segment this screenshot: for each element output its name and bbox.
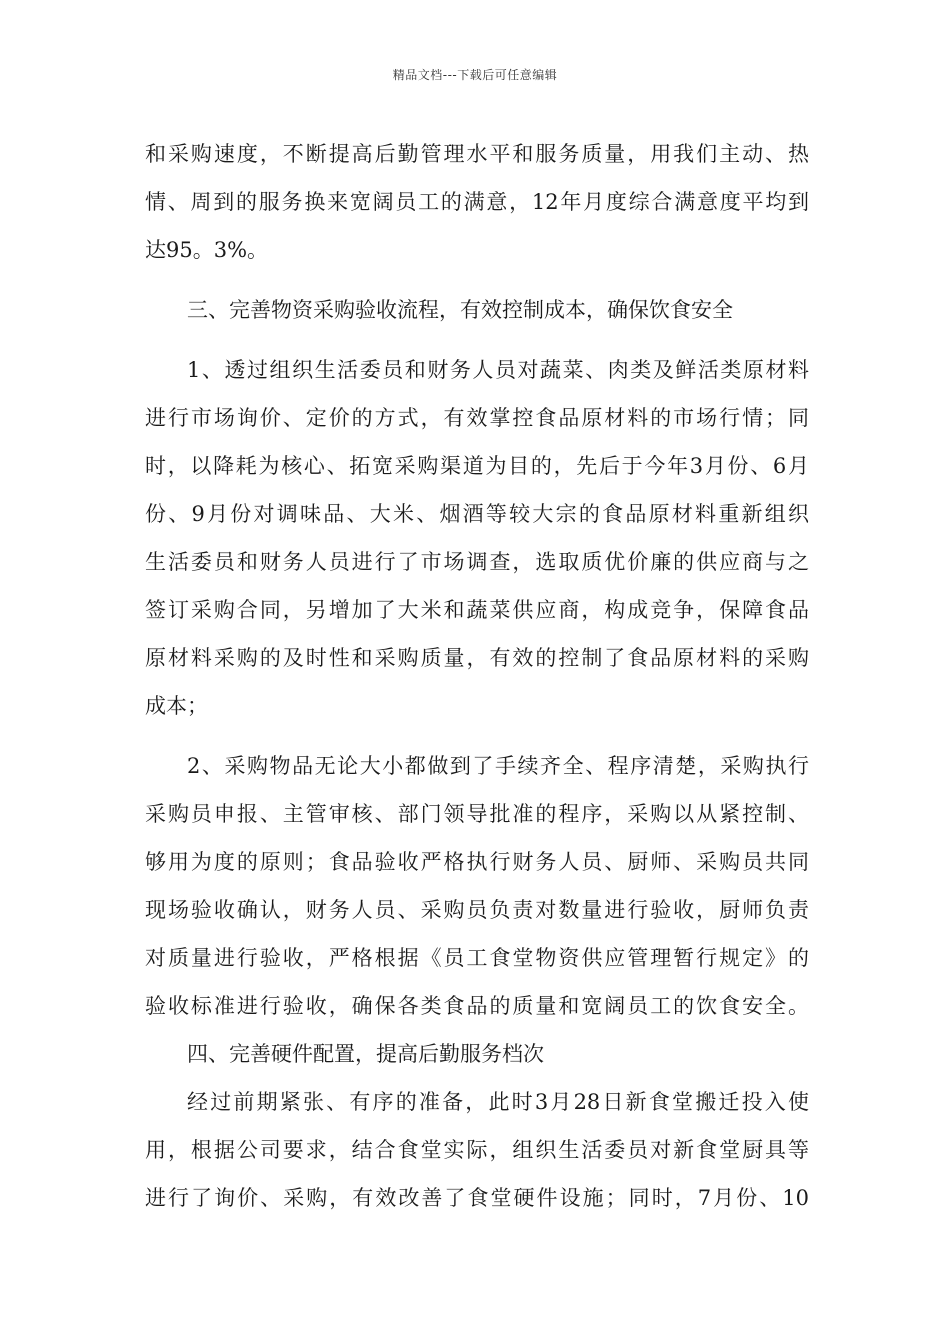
text-line: 采购员申报、主管审核、部门领导批准的程序，采购以从紧控制、	[145, 802, 809, 826]
document-body	[145, 130, 809, 1222]
text-line: 进行市场询价、定价的方式，有效掌控食品原材料的市场行情；同	[145, 406, 809, 430]
text-line: 用，根据公司要求，结合食堂实际，组织生活委员对新食堂厨具等	[145, 1138, 809, 1162]
text-line: 1、透过组织生活委员和财务人员对蔬菜、肉类及鲜活类原材料	[187, 358, 809, 382]
text-line: 份、9月份对调味品、大米、烟酒等较大宗的食品原材料重新组织	[145, 502, 809, 526]
text-line: 时，以降耗为核心、拓宽采购渠道为目的，先后于今年3月份、6月	[145, 454, 809, 478]
text-line: 成本；	[145, 694, 208, 718]
text-line: 达95。3%。	[145, 238, 269, 262]
text-line: 对质量进行验收，严格根据《员工食堂物资供应管理暂行规定》的	[145, 946, 809, 970]
text-line: 情、周到的服务换来宽阔员工的满意，12年月度综合满意度平均到	[145, 190, 809, 214]
section-heading: 三、完善物资采购验收流程，有效控制成本，确保饮食安全	[187, 298, 733, 322]
text-line: 2、采购物品无论大小都做到了手续齐全、程序清楚，采购执行	[187, 754, 809, 778]
text-line: 原材料采购的及时性和采购质量，有效的控制了食品原材料的采购	[145, 646, 809, 670]
text-line: 进行了询价、采购，有效改善了食堂硬件设施；同时，7月份、10	[145, 1186, 809, 1210]
text-line: 签订采购合同，另增加了大米和蔬菜供应商，构成竞争，保障食品	[145, 598, 809, 622]
page-header: 精品文档---下载后可任意编辑	[392, 68, 558, 82]
text-line: 够用为度的原则；食品验收严格执行财务人员、厨师、采购员共同	[145, 850, 809, 874]
text-line: 现场验收确认，财务人员、采购员负责对数量进行验收，厨师负责	[145, 898, 809, 922]
section-heading: 四、完善硬件配置，提高后勤服务档次	[187, 1042, 544, 1066]
text-line: 和采购速度，不断提高后勤管理水平和服务质量，用我们主动、热	[145, 142, 809, 166]
text-line: 生活委员和财务人员进行了市场调查，选取质优价廉的供应商与之	[145, 550, 809, 574]
text-line: 经过前期紧张、有序的准备，此时3月28日新食堂搬迁投入使	[187, 1090, 809, 1114]
text-line: 验收标准进行验收，确保各类食品的质量和宽阔员工的饮食安全。	[145, 994, 809, 1018]
